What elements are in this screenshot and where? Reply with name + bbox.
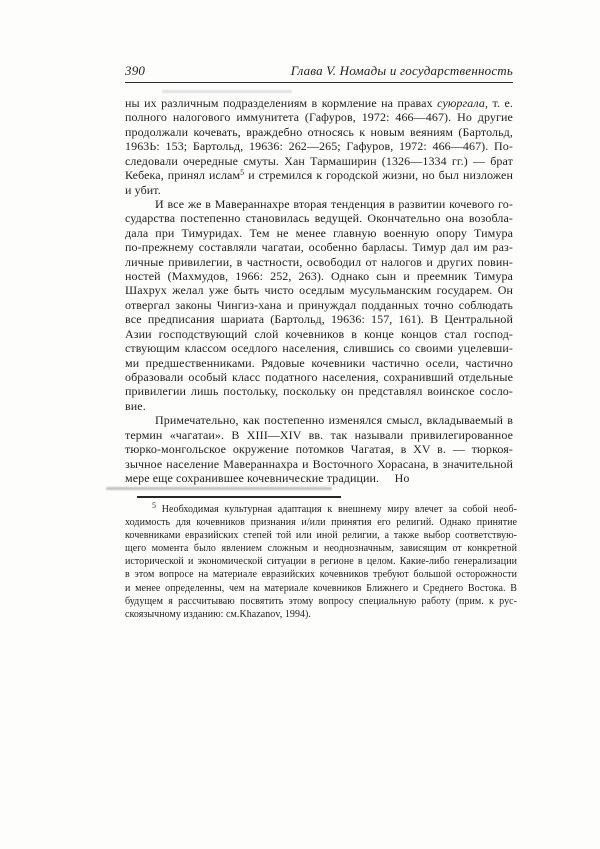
- text-line: полного налогового иммунитета (Гафуров, 1972: 466—467). Но другие: [125, 110, 513, 125]
- text-line: И все же в Мавераннахре вторая тенденция в развитии кочевого го-: [155, 196, 513, 211]
- text-line: личные привилегии, в частности, освободил от налогов и других повин-: [125, 254, 513, 269]
- text-line: зычное население Мавераннахра и Восточного Хорасана, в значительной: [125, 456, 513, 471]
- body-text: [125, 96, 513, 485]
- text-line: и убит.: [125, 182, 161, 197]
- text-line: привилегии лишь постольку, поскольку он представлял воинское сосло-: [125, 384, 513, 399]
- text-line: дала при Тимуридах. Тем не менее главную военную опору Тимура: [125, 225, 513, 240]
- footnote-line: щего момента было явлением сложным и неоднозначным, зависящим от конкретной: [125, 543, 517, 555]
- text-line: образовали особый класс податного населения, сохранивший отдельные: [125, 370, 513, 385]
- page-number: 390: [125, 63, 146, 78]
- footnote-line: ходимость для кочевников признания и/или принятия его религий. Однако принятие: [125, 517, 517, 529]
- text-run: ны их различным подразделениям в кормление на правах: [125, 96, 438, 110]
- text-line: термин «чагатаи». В XIII—XIV вв. так называли привилегированное: [125, 427, 513, 442]
- text-line: тюрко-монгольское окружение потомков Чагатая, в XV в. — тюркоя-: [125, 442, 513, 457]
- text-line: ствующим классом оседлого населения, слившись со своими уцелевши-: [125, 341, 513, 356]
- text-line: [125, 168, 513, 182]
- footnote-line: и менее определенны, чем на материале кочевников Ближнего и Среднего Востока. В: [125, 582, 517, 594]
- footnote-line: будущем я рассчитываю посвятить этому вопросу специальную работу (прим. к рус-: [125, 595, 517, 607]
- text-run: Кебека, принял ислам: [125, 168, 241, 183]
- footnote-number: 5: [152, 501, 157, 510]
- footnote-line: скоязычному изданию: см.Khazanov, 1994).: [125, 608, 311, 620]
- footnote-line: в этом вопросе на материале евразийских кочевников требуют большой осторожности: [125, 569, 517, 581]
- footnote-text: [125, 503, 517, 621]
- text-line: [125, 96, 513, 110]
- text-line: вие.: [125, 398, 146, 413]
- text-run: Необходимая культурная адаптация к внешнему миру влечет за собой необ-: [156, 504, 517, 515]
- text-line: 1963Ь: 153; Бартольд, 19636: 262—265; Гафуров, 1972: 466—467). По-: [125, 139, 513, 154]
- text-line: по-прежнему составляли чагатаи, особенно барласы. Тимур дал им раз-: [125, 240, 513, 255]
- text-line: Шахрух желал уже быть чисто оседлым мусульманским государем. Он: [125, 283, 513, 298]
- text-line: отвергал законы Чингиз-хана и принуждал подданных точно соблюдать: [125, 297, 513, 312]
- text-line: сударства постепенно становилась ведущей. Окончательно она возобла-: [125, 211, 513, 226]
- text-line: следовали очередные смуты. Хан Тармаширин (1326—1334 гг.) — брат: [125, 153, 513, 168]
- footnote-separator: [137, 496, 341, 498]
- text-line: ностей (Махмудов, 1966: 252, 263). Однако сын и преемник Тимура: [125, 269, 513, 284]
- text-line: мере еще сохранившее кочевнические традиции. Но: [125, 470, 410, 485]
- running-title: Глава V. Номады и государственность: [290, 63, 513, 78]
- text-line: ми предшественниками. Рядовые кочевники частично осели, частично: [125, 355, 513, 370]
- text-line: продолжали кочевать, враждебно относясь к новым веяниям (Бартольд,: [125, 124, 513, 139]
- footnote-line: кочевниками евразийских степей той или иной религии, а также выбор соответствую-: [125, 530, 517, 542]
- footnote-line: [125, 503, 517, 516]
- text-run: и стремился к городской жизни, но был низложен: [244, 168, 513, 183]
- page-header: [125, 63, 513, 83]
- text-line: все предписания шариата (Бартольд, 19636: 157, 161). В Центральной: [125, 312, 513, 327]
- text-run: , т. е.: [485, 96, 513, 110]
- text-line: Примечательно, как постепенно изменялся смысл, вкладываемый в: [155, 413, 513, 428]
- italic-term: суюргала: [437, 96, 485, 110]
- scan-artifact: [106, 487, 332, 490]
- text-line: Азии господствующий слой кочевников в конце концов стал господ-: [125, 326, 513, 341]
- scan-artifact: [162, 90, 292, 93]
- footnote-reference: 5: [240, 168, 245, 178]
- footnote-line: исторической и экономической ситуации в регионе в целом. Какие-либо генерализации: [125, 556, 517, 568]
